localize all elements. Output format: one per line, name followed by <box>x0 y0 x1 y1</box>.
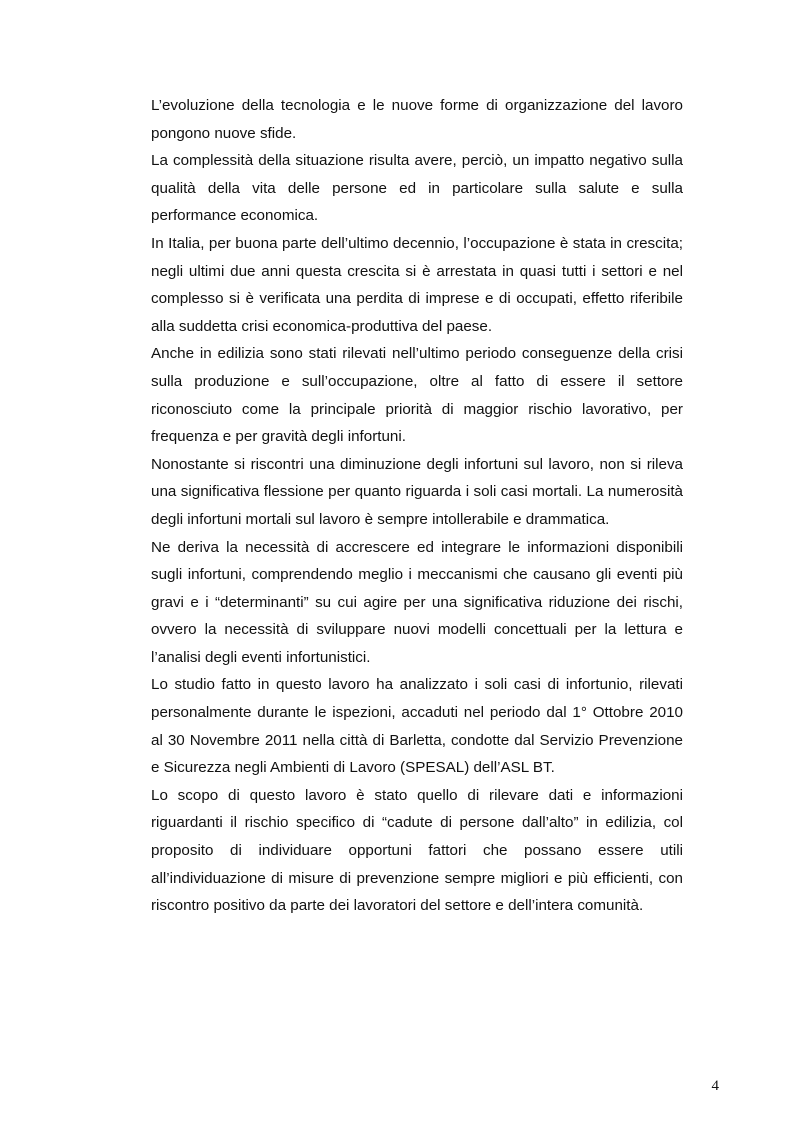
paragraph-8: Lo scopo di questo lavoro è stato quello di rilevare dati e informazioni riguardanti il rischio specifico di “cadute di persone dall’alto” in edilizia, col proposito di individuare opportuni fattori che possano essere utili all’individuazione di misure di prevenzione sempre migliori e più efficienti, con riscontro positivo da parte dei lavoratori del settore e dell’intera comunità. <box>151 786 683 915</box>
paragraph-1: L’evoluzione della tecnologia e le nuove forme di organizzazione del lavoro pongono nuove sfide. <box>151 97 683 142</box>
paragraph-5: Nonostante si riscontri una diminuzione degli infortuni sul lavoro, non si rileva una significativa flessione per quanto riguarda i soli casi mortali. La numerosità degli infortuni mortali sul lavoro è sempre intollerabile e drammatica. <box>151 455 683 528</box>
body-text <box>151 92 683 920</box>
paragraph-6: Ne deriva la necessità di accrescere ed integrare le informazioni disponibili sugli infortuni, comprendendo meglio i meccanismi che causano gli eventi più gravi e i “determinanti” su cui agire per una significativa riduzione dei rischi, ovvero la necessità di sviluppare nuovi modelli concettuali per la lettura e l’analisi degli eventi infortunistici. <box>151 538 683 666</box>
paragraph-2: La complessità della situazione risulta avere, perciò, un impatto negativo sulla qualità della vita delle persone ed in particolare sulla salute e sulla performance economica. <box>151 152 683 225</box>
page-number: 4 <box>711 1078 719 1094</box>
paragraph-4: Anche in edilizia sono stati rilevati nell’ultimo periodo conseguenze della crisi sulla produzione e sull’occupazione, oltre al fatto di essere il settore riconosciuto come la principale priorità di maggior rischio lavorativo, per frequenza e per gravità degli infortuni. <box>151 345 683 446</box>
paragraph-7: Lo studio fatto in questo lavoro ha analizzato i soli casi di infortunio, rilevati personalmente durante le ispezioni, accaduti nel periodo dal 1° Ottobre 2010 al 30 Novembre 2011 nella città di Barletta, condotte dal Servizio Prevenzione e Sicurezza negli Ambienti di Lavoro (SPESAL) dell’ASL BT. <box>151 676 683 777</box>
paragraph-3: In Italia, per buona parte dell’ultimo decennio, l’occupazione è stata in crescita; negli ultimi due anni questa crescita si è arrestata in quasi tutti i settori e nel complesso si è verificata una perdita di imprese e di occupati, effetto riferibile alla suddetta crisi economica-produttiva del paese. <box>151 234 683 335</box>
